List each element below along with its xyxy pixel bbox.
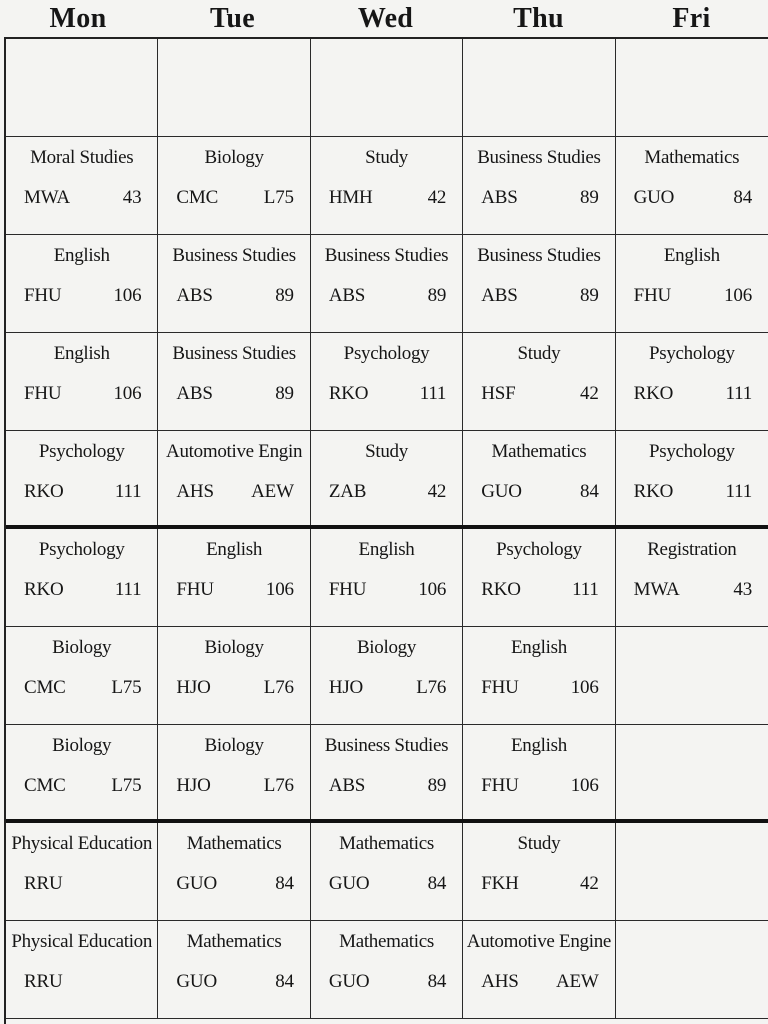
cell-teacher-code: RKO [24, 481, 64, 502]
cell-room: 84 [275, 971, 294, 992]
cell-subject: Mathematics [339, 931, 434, 952]
cell-teacher-code: FHU [24, 285, 62, 306]
timetable-row [6, 725, 768, 823]
timetable-cell-wed [311, 627, 463, 724]
cell-teacher-code: HJO [176, 677, 211, 698]
cell-room: 42 [580, 383, 599, 404]
cell-teacher-code: FHU [328, 579, 367, 600]
cell-details [24, 775, 141, 797]
cell-subject: Biology [52, 637, 112, 658]
cell-room: 111 [114, 481, 142, 502]
cell-room: 111 [725, 481, 753, 502]
timetable-cell-fri [616, 431, 768, 525]
cell-subject: Business Studies [324, 245, 449, 266]
timetable-cell-fri [616, 823, 768, 920]
cell-teacher-code: FHU [24, 383, 62, 404]
cell-subject: English [53, 343, 110, 364]
cell-room: 84 [427, 873, 447, 894]
cell-subject: Registration [647, 539, 737, 560]
cell-room: 42 [427, 187, 447, 208]
cell-subject: Physical Education [11, 833, 153, 854]
cell-subject: Study [365, 147, 408, 168]
cell-details [634, 383, 752, 405]
cell-subject: Biology [356, 637, 417, 658]
timetable-cell-mon [6, 921, 158, 1018]
cell-teacher-code: FHU [481, 677, 519, 698]
timetable-cell-thu [463, 823, 615, 920]
cell-details [329, 187, 446, 209]
cell-details [634, 285, 752, 307]
timetable-cell-mon [6, 431, 158, 525]
timetable-cell-wed [311, 823, 463, 920]
cell-subject: Mathematics [186, 833, 282, 854]
cell-teacher-code: MWA [24, 187, 70, 208]
cell-room: 111 [725, 383, 753, 404]
cell-subject: Biology [52, 735, 112, 756]
cell-subject: Psychology [343, 343, 430, 364]
cell-details [329, 383, 446, 405]
timetable-cell-tue [158, 725, 310, 819]
timetable-cell-thu [463, 333, 615, 430]
cell-teacher-code: ABS [176, 285, 213, 306]
cell-details [481, 285, 598, 307]
timetable-cell-mon [6, 235, 158, 332]
cell-details [176, 971, 293, 993]
timetable-cell-wed [311, 333, 463, 430]
cell-subject: Psychology [496, 539, 582, 560]
cell-teacher-code: AHS [176, 481, 214, 502]
cell-details [24, 971, 141, 993]
cell-details [329, 873, 446, 895]
timetable-cell-thu [463, 431, 615, 525]
cell-subject: English [53, 245, 110, 266]
timetable-cell-thu [463, 529, 615, 626]
cell-details [24, 873, 141, 895]
cell-details [634, 187, 752, 209]
cell-teacher-code: ABS [328, 775, 366, 796]
day-header-thu: Thu [513, 3, 564, 34]
cell-room: 89 [580, 285, 599, 306]
cell-room: 111 [572, 579, 599, 600]
cell-subject: Mathematics [491, 441, 587, 462]
timetable-cell-mon [6, 39, 158, 136]
cell-details [481, 187, 598, 209]
cell-room: L76 [263, 775, 294, 796]
cell-subject: English [510, 735, 567, 756]
timetable-cell-wed [311, 529, 463, 626]
cell-teacher-code: RRU [24, 971, 63, 992]
cell-teacher-code: GUO [176, 971, 217, 992]
timetable-cell-wed [311, 39, 463, 136]
cell-subject: Study [517, 343, 561, 364]
cell-room: 89 [427, 285, 447, 306]
cell-room: 106 [418, 579, 447, 600]
cell-room: 89 [275, 285, 294, 306]
cell-subject: English [358, 539, 415, 560]
cell-room: AEW [555, 971, 599, 992]
cell-room: 84 [275, 873, 294, 894]
timetable-cell-mon [6, 823, 158, 920]
cell-details [329, 775, 446, 797]
cell-teacher-code: GUO [176, 873, 217, 894]
cell-room: 84 [733, 187, 753, 208]
cell-teacher-code: RKO [328, 383, 369, 404]
cell-subject: Mathematics [339, 833, 434, 854]
timetable-cell-fri [616, 39, 768, 136]
cell-subject: Business Studies [172, 343, 296, 364]
cell-details [481, 383, 598, 405]
cell-teacher-code: ABS [481, 187, 518, 208]
cell-details [329, 677, 446, 699]
timetable-row [6, 529, 768, 627]
cell-room: 106 [570, 677, 599, 698]
cell-details [481, 677, 598, 699]
cell-room: 106 [570, 775, 599, 796]
cell-teacher-code: HJO [176, 775, 211, 796]
timetable-row [6, 627, 768, 725]
timetable-cell-mon [6, 627, 158, 724]
timetable-cell-thu [463, 39, 615, 136]
cell-subject: Business Studies [477, 147, 601, 168]
cell-teacher-code: RKO [481, 579, 521, 600]
timetable-cell-thu [463, 235, 615, 332]
cell-details [176, 285, 293, 307]
timetable-cell-wed [311, 235, 463, 332]
cell-teacher-code: MWA [633, 579, 680, 600]
cell-room: 84 [580, 481, 599, 502]
cell-teacher-code: RKO [633, 383, 674, 404]
cell-teacher-code: GUO [328, 971, 370, 992]
cell-teacher-code: GUO [481, 481, 522, 502]
timetable-row [6, 921, 768, 1019]
timetable-cell-wed [311, 137, 463, 234]
cell-teacher-code: FHU [481, 775, 519, 796]
cell-subject: Automotive Engine [466, 931, 612, 952]
cell-details [176, 579, 293, 601]
cell-subject: Biology [204, 147, 264, 168]
cell-teacher-code: ZAB [328, 481, 367, 502]
cell-room: 111 [419, 383, 447, 404]
cell-subject: Study [365, 441, 408, 462]
cell-subject: Biology [204, 637, 264, 658]
cell-subject: Mathematics [186, 931, 282, 952]
cell-room: 89 [275, 383, 294, 404]
cell-subject: Study [517, 833, 561, 854]
cell-details [176, 775, 293, 797]
cell-teacher-code: RRU [24, 873, 63, 894]
cell-details [176, 187, 293, 209]
timetable-row [6, 431, 768, 529]
cell-teacher-code: ABS [481, 285, 518, 306]
cell-room: 106 [113, 285, 142, 306]
timetable-cell-fri [616, 627, 768, 724]
cell-teacher-code: CMC [24, 677, 66, 698]
day-header-tue: Tue [209, 3, 255, 34]
timetable-row [6, 39, 768, 137]
cell-subject: English [510, 637, 567, 658]
timetable-row [6, 137, 768, 235]
timetable-cell-fri [616, 725, 768, 819]
cell-subject: Business Studies [477, 245, 601, 266]
cell-details [481, 481, 598, 503]
cell-details [329, 285, 446, 307]
cell-subject: Psychology [38, 441, 125, 462]
cell-details [481, 775, 598, 797]
timetable-cell-tue [158, 921, 310, 1018]
cell-teacher-code: CMC [24, 775, 66, 796]
timetable-grid [4, 37, 768, 1024]
day-header-wed: Wed [357, 3, 414, 34]
cell-room: 43 [733, 579, 753, 600]
cell-details [634, 579, 752, 601]
day-header-row [0, 0, 768, 38]
cell-room: 42 [427, 481, 447, 502]
cell-room: 106 [113, 383, 142, 404]
cell-teacher-code: FHU [633, 285, 672, 306]
cell-subject: English [206, 539, 263, 560]
cell-room: 84 [427, 971, 447, 992]
day-header-fri: Fri [672, 3, 711, 34]
cell-subject: Moral Studies [30, 147, 134, 168]
timetable-cell-fri [616, 235, 768, 332]
cell-room: L76 [263, 677, 294, 698]
cell-room: 106 [265, 579, 294, 600]
cell-room: L75 [111, 677, 142, 698]
cell-teacher-code: GUO [328, 873, 370, 894]
cell-details [329, 971, 446, 993]
cell-teacher-code: RKO [24, 579, 64, 600]
timetable-cell-tue [158, 137, 310, 234]
cell-details [176, 383, 293, 405]
cell-room: 106 [724, 285, 753, 306]
timetable-cell-tue [158, 39, 310, 136]
timetable-cell-tue [158, 529, 310, 626]
cell-details [24, 579, 141, 601]
timetable-cell-mon [6, 137, 158, 234]
cell-teacher-code: CMC [176, 187, 219, 208]
timetable-cell-fri [616, 529, 768, 626]
cell-room: 89 [427, 775, 447, 796]
cell-details [24, 677, 141, 699]
cell-room: L75 [111, 775, 142, 796]
timetable-cell-fri [616, 333, 768, 430]
cell-subject: English [663, 245, 720, 266]
cell-teacher-code: HMH [328, 187, 373, 208]
cell-room: 89 [580, 187, 599, 208]
timetable-cell-tue [158, 333, 310, 430]
timetable-cell-wed [311, 725, 463, 819]
cell-subject: Physical Education [11, 931, 153, 952]
timetable-cell-mon [6, 529, 158, 626]
cell-details [329, 481, 446, 503]
cell-subject: Business Studies [324, 735, 449, 756]
timetable-cell-tue [158, 823, 310, 920]
timetable-cell-tue [158, 235, 310, 332]
cell-details [24, 187, 141, 209]
timetable-cell-wed [311, 431, 463, 525]
timetable-cell-thu [463, 725, 615, 819]
cell-room: 42 [580, 873, 599, 894]
timetable-cell-tue [158, 627, 310, 724]
cell-details [176, 873, 293, 895]
timetable-cell-mon [6, 725, 158, 819]
cell-teacher-code: GUO [633, 187, 675, 208]
timetable-cell-thu [463, 137, 615, 234]
timetable-cell-thu [463, 627, 615, 724]
cell-subject: Psychology [648, 343, 735, 364]
timetable-row [6, 333, 768, 431]
cell-details [481, 971, 598, 993]
cell-details [24, 481, 141, 503]
timetable-cell-fri [616, 137, 768, 234]
cell-room: L76 [416, 677, 447, 698]
cell-teacher-code: ABS [176, 383, 213, 404]
cell-details [24, 383, 141, 405]
timetable-cell-fri [616, 921, 768, 1018]
cell-teacher-code: AHS [481, 971, 519, 992]
cell-teacher-code: FHU [176, 579, 214, 600]
timetable-cell-tue [158, 431, 310, 525]
cell-details [176, 481, 293, 503]
cell-teacher-code: HSF [481, 383, 516, 404]
cell-details [329, 579, 446, 601]
cell-details [634, 481, 752, 503]
cell-details [481, 579, 598, 601]
timetable-cell-mon [6, 333, 158, 430]
cell-room: 43 [122, 187, 142, 208]
cell-subject: Biology [204, 735, 264, 756]
cell-details [24, 285, 141, 307]
cell-teacher-code: FKH [481, 873, 519, 894]
cell-details [481, 873, 598, 895]
cell-teacher-code: HJO [328, 677, 364, 698]
timetable-cell-wed [311, 921, 463, 1018]
cell-room: 111 [114, 579, 142, 600]
cell-subject: Business Studies [172, 245, 296, 266]
cell-teacher-code: ABS [328, 285, 366, 306]
timetable-row [6, 823, 768, 921]
cell-room: AEW [251, 481, 294, 502]
cell-teacher-code: RKO [633, 481, 674, 502]
timetable-row [6, 235, 768, 333]
cell-subject: Psychology [648, 441, 735, 462]
cell-subject: Automotive Engin [166, 441, 303, 462]
cell-subject: Mathematics [644, 147, 740, 168]
timetable-cell-thu [463, 921, 615, 1018]
cell-details [176, 677, 293, 699]
cell-subject: Psychology [38, 539, 125, 560]
day-header-mon: Mon [49, 3, 107, 34]
cell-room: L75 [263, 187, 294, 208]
